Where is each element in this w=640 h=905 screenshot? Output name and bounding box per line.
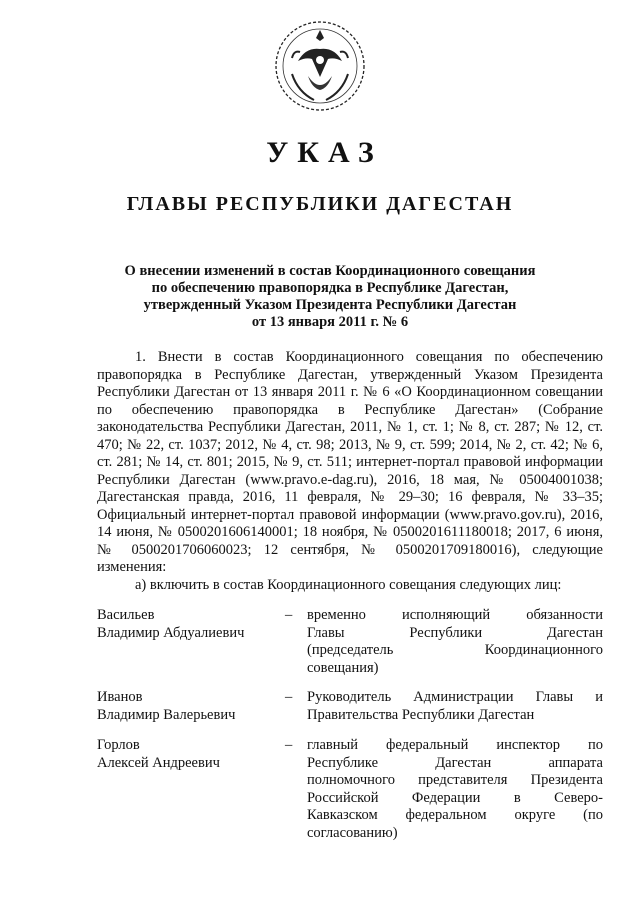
member-name [97, 607, 277, 642]
role-line: Кавказском федеральном округе (по [307, 807, 603, 823]
role-line: полномочного представителя Президента [307, 772, 603, 788]
member-name [97, 737, 277, 772]
member-dash: – [285, 607, 293, 623]
member-given-name: Алексей Андреевич [97, 754, 220, 771]
member-given-name: Владимир Абдуалиевич [97, 624, 245, 641]
member-dash: – [285, 689, 293, 705]
decree-heading [80, 263, 580, 331]
role-line: согласованию) [307, 824, 398, 841]
role-line: Российской Федерации в Северо- [307, 789, 603, 806]
role-line: временно исполняющий обязанности [307, 607, 603, 623]
member-role [307, 737, 603, 842]
document-subtitle: ГЛАВЫ РЕСПУБЛИКИ ДАГЕСТАН [126, 193, 514, 215]
paragraph-2: а) включить в состав Координационного совещания следующих лиц: [135, 576, 562, 593]
member-role [307, 607, 603, 677]
role-line: Главы Республики Дагестан [307, 624, 603, 641]
role-line: совещания) [307, 659, 379, 676]
member-dash: – [285, 737, 293, 753]
role-line: (председатель Координационного [307, 642, 603, 658]
paragraph-1: 1. Внести в состав Координационного совещания по обеспечению правопорядка в Республике Дагестан, утвержденный Указом Президента Республики Дагестан от 13 января 2011 г. № 6 «О Координационном совещании по обеспечению правопорядка в Республике Дагестан» (Собрание законодательства Республики Дагестан, 2011, № 1, ст. 1; № 8, ст. 287; № 12, ст. 470; № 22, ст. 1037; 2012, № 4, ст. 98; 2013, № 9, ст. 599; 2014, № 2, ст. 42; № 6, ст. 281; № 14, ст. 801; 2015, № 9, ст. 511; интернет-портал правовой информации Республики Дагестан (www.pravo.e-dag.ru), 2016, 18 мая, № 05004001038; Дагестанская правда, 2016, 11 февраля, № 29–30; 16 февраля, № 33–35; Официальный интернет-портал правовой информации (www.pravo.gov.ru), 2016, 14 июня, № 0500201606140001; 18 ноября, № 0500201611180018; 2017, 6 июня, № 0500201706060023; 12 сентября, № 0500201709180016), следующие изменения: [97, 349, 603, 575]
member-surname: Васильев [97, 607, 155, 623]
decree-body [97, 349, 603, 594]
heading-line: О внесении изменений в состав Координационного совещания [124, 263, 536, 279]
member-surname: Иванов [97, 689, 143, 705]
heading-line: от 13 января 2011 г. № 6 [251, 314, 409, 330]
coat-of-arms-icon [270, 16, 370, 116]
document-title: УКАЗ [266, 136, 383, 169]
role-line: главный федеральный инспектор по [307, 737, 603, 753]
member-surname: Горлов [97, 737, 140, 753]
role-line: Руководитель Администрации Главы и [307, 689, 603, 705]
member-role [307, 689, 603, 724]
member-name [97, 689, 277, 724]
member-given-name: Владимир Валерьевич [97, 706, 236, 723]
role-line: Правительства Республики Дагестан [307, 706, 535, 723]
role-line: Республике Дагестан аппарата [307, 754, 603, 771]
heading-line: утвержденный Указом Президента Республики Дагестан [143, 297, 517, 313]
heading-line: по обеспечению правопорядка в Республике Дагестан, [151, 280, 509, 296]
